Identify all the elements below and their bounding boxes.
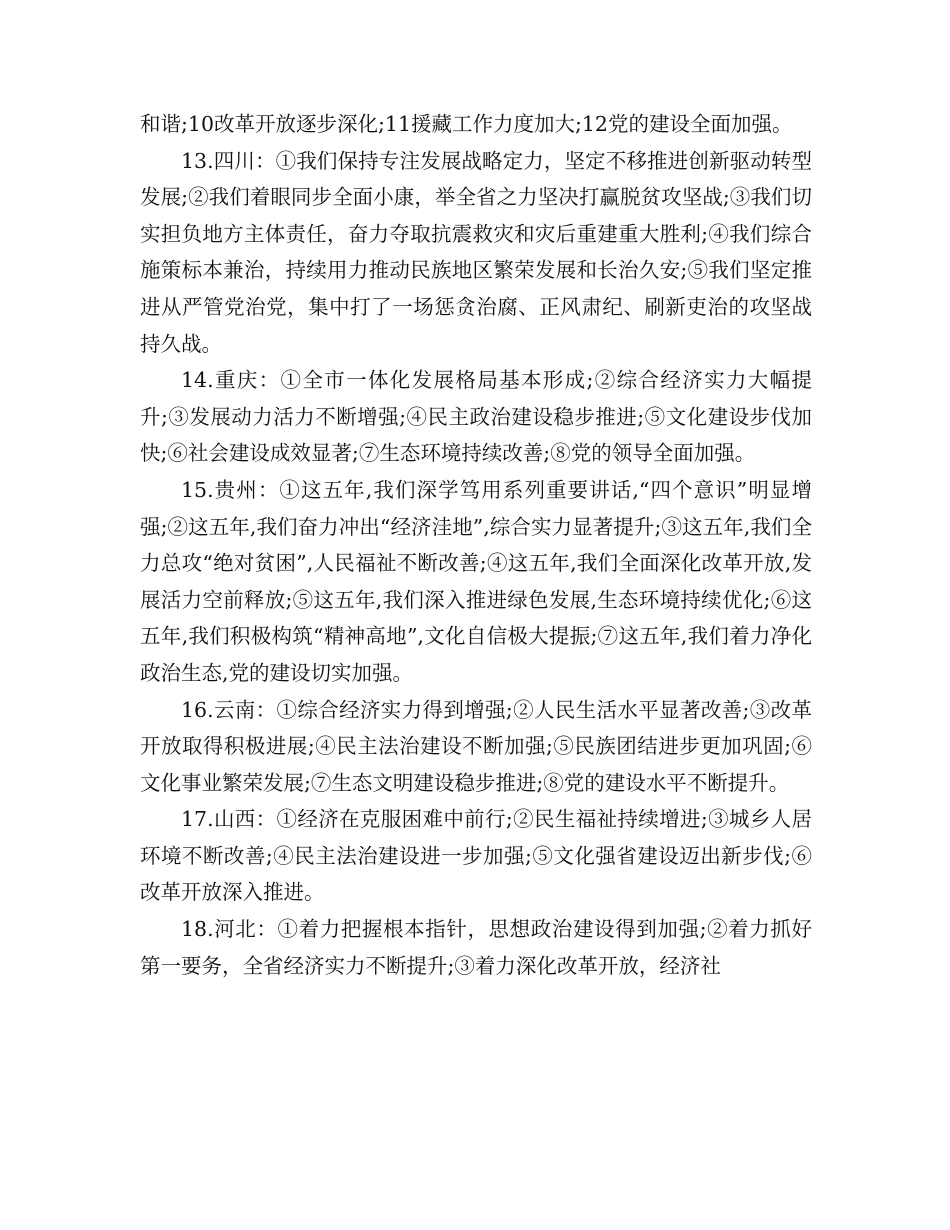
paragraph-sichuan: 13.四川：①我们保持专注发展战略定力，坚定不移推进创新驱动转型发展;②我们着眼同步全面小康，举全省之力坚决打赢脱贫攻坚战;③我们切实担负地方主体责任，奋力夺取抗震救灾和灾后重建重大胜利;④我们综合施策标本兼治，持续用力推动民族地区繁荣发展和长治久安;⑤我们坚定推进从严管党治党，集中打了一场惩贪治腐、正风肃纪、刷新吏治的攻坚战持久战。 (140, 148, 812, 356)
paragraph-yunnan: 16.云南：①综合经济实力得到增强;②人民生活水平显著改善;③改革开放取得积极进展;④民主法治建设不断加强;⑤民族团结进步更加巩固;⑥文化事业繁荣发展;⑦生态文明建设稳步推进;⑧党的建设水平不断提升。 (140, 697, 812, 795)
paragraph-continued: 和谐;10改革开放逐步深化;11援藏工作力度加大;12党的建设全面加强。 (140, 112, 793, 136)
paragraph-hebei: 18.河北：①着力把握根本指针，思想政治建设得到加强;②着力抓好第一要务，全省经济实力不断提升;③着力深化改革开放，经济社 (140, 917, 812, 978)
paragraph-shanxi: 17.山西：①经济在克服困难中前行;②民生福祉持续增进;③城乡人居环境不断改善;④民主法治建设进一步加强;⑤文化强省建设迈出新步伐;⑥改革开放深入推进。 (140, 807, 812, 905)
paragraph-chongqing: 14.重庆：①全市一体化发展格局基本形成;②综合经济实力大幅提升;③发展动力活力不断增强;④民主政治建设稳步推进;⑤文化建设步伐加快;⑥社会建设成效显著;⑦生态环境持续改善;⑧党的领导全面加强。 (140, 368, 812, 466)
paragraph-guizhou: 15.贵州：①这五年,我们深学笃用系列重要讲话,“四个意识”明显增强;②这五年,我们奋力冲出“经济洼地”,综合实力显著提升;③这五年,我们全力总攻“绝对贫困”,人民福祉不断改善;④这五年,我们全面深化改革开放,发展活力空前释放;⑤这五年,我们深入推进绿色发展,生态环境持续优化;⑥这五年,我们积极构筑“精神高地”,文化自信极大提振;⑦这五年,我们着力净化政治生态,党的建设切实加强。 (140, 477, 812, 685)
document-page (140, 106, 812, 984)
